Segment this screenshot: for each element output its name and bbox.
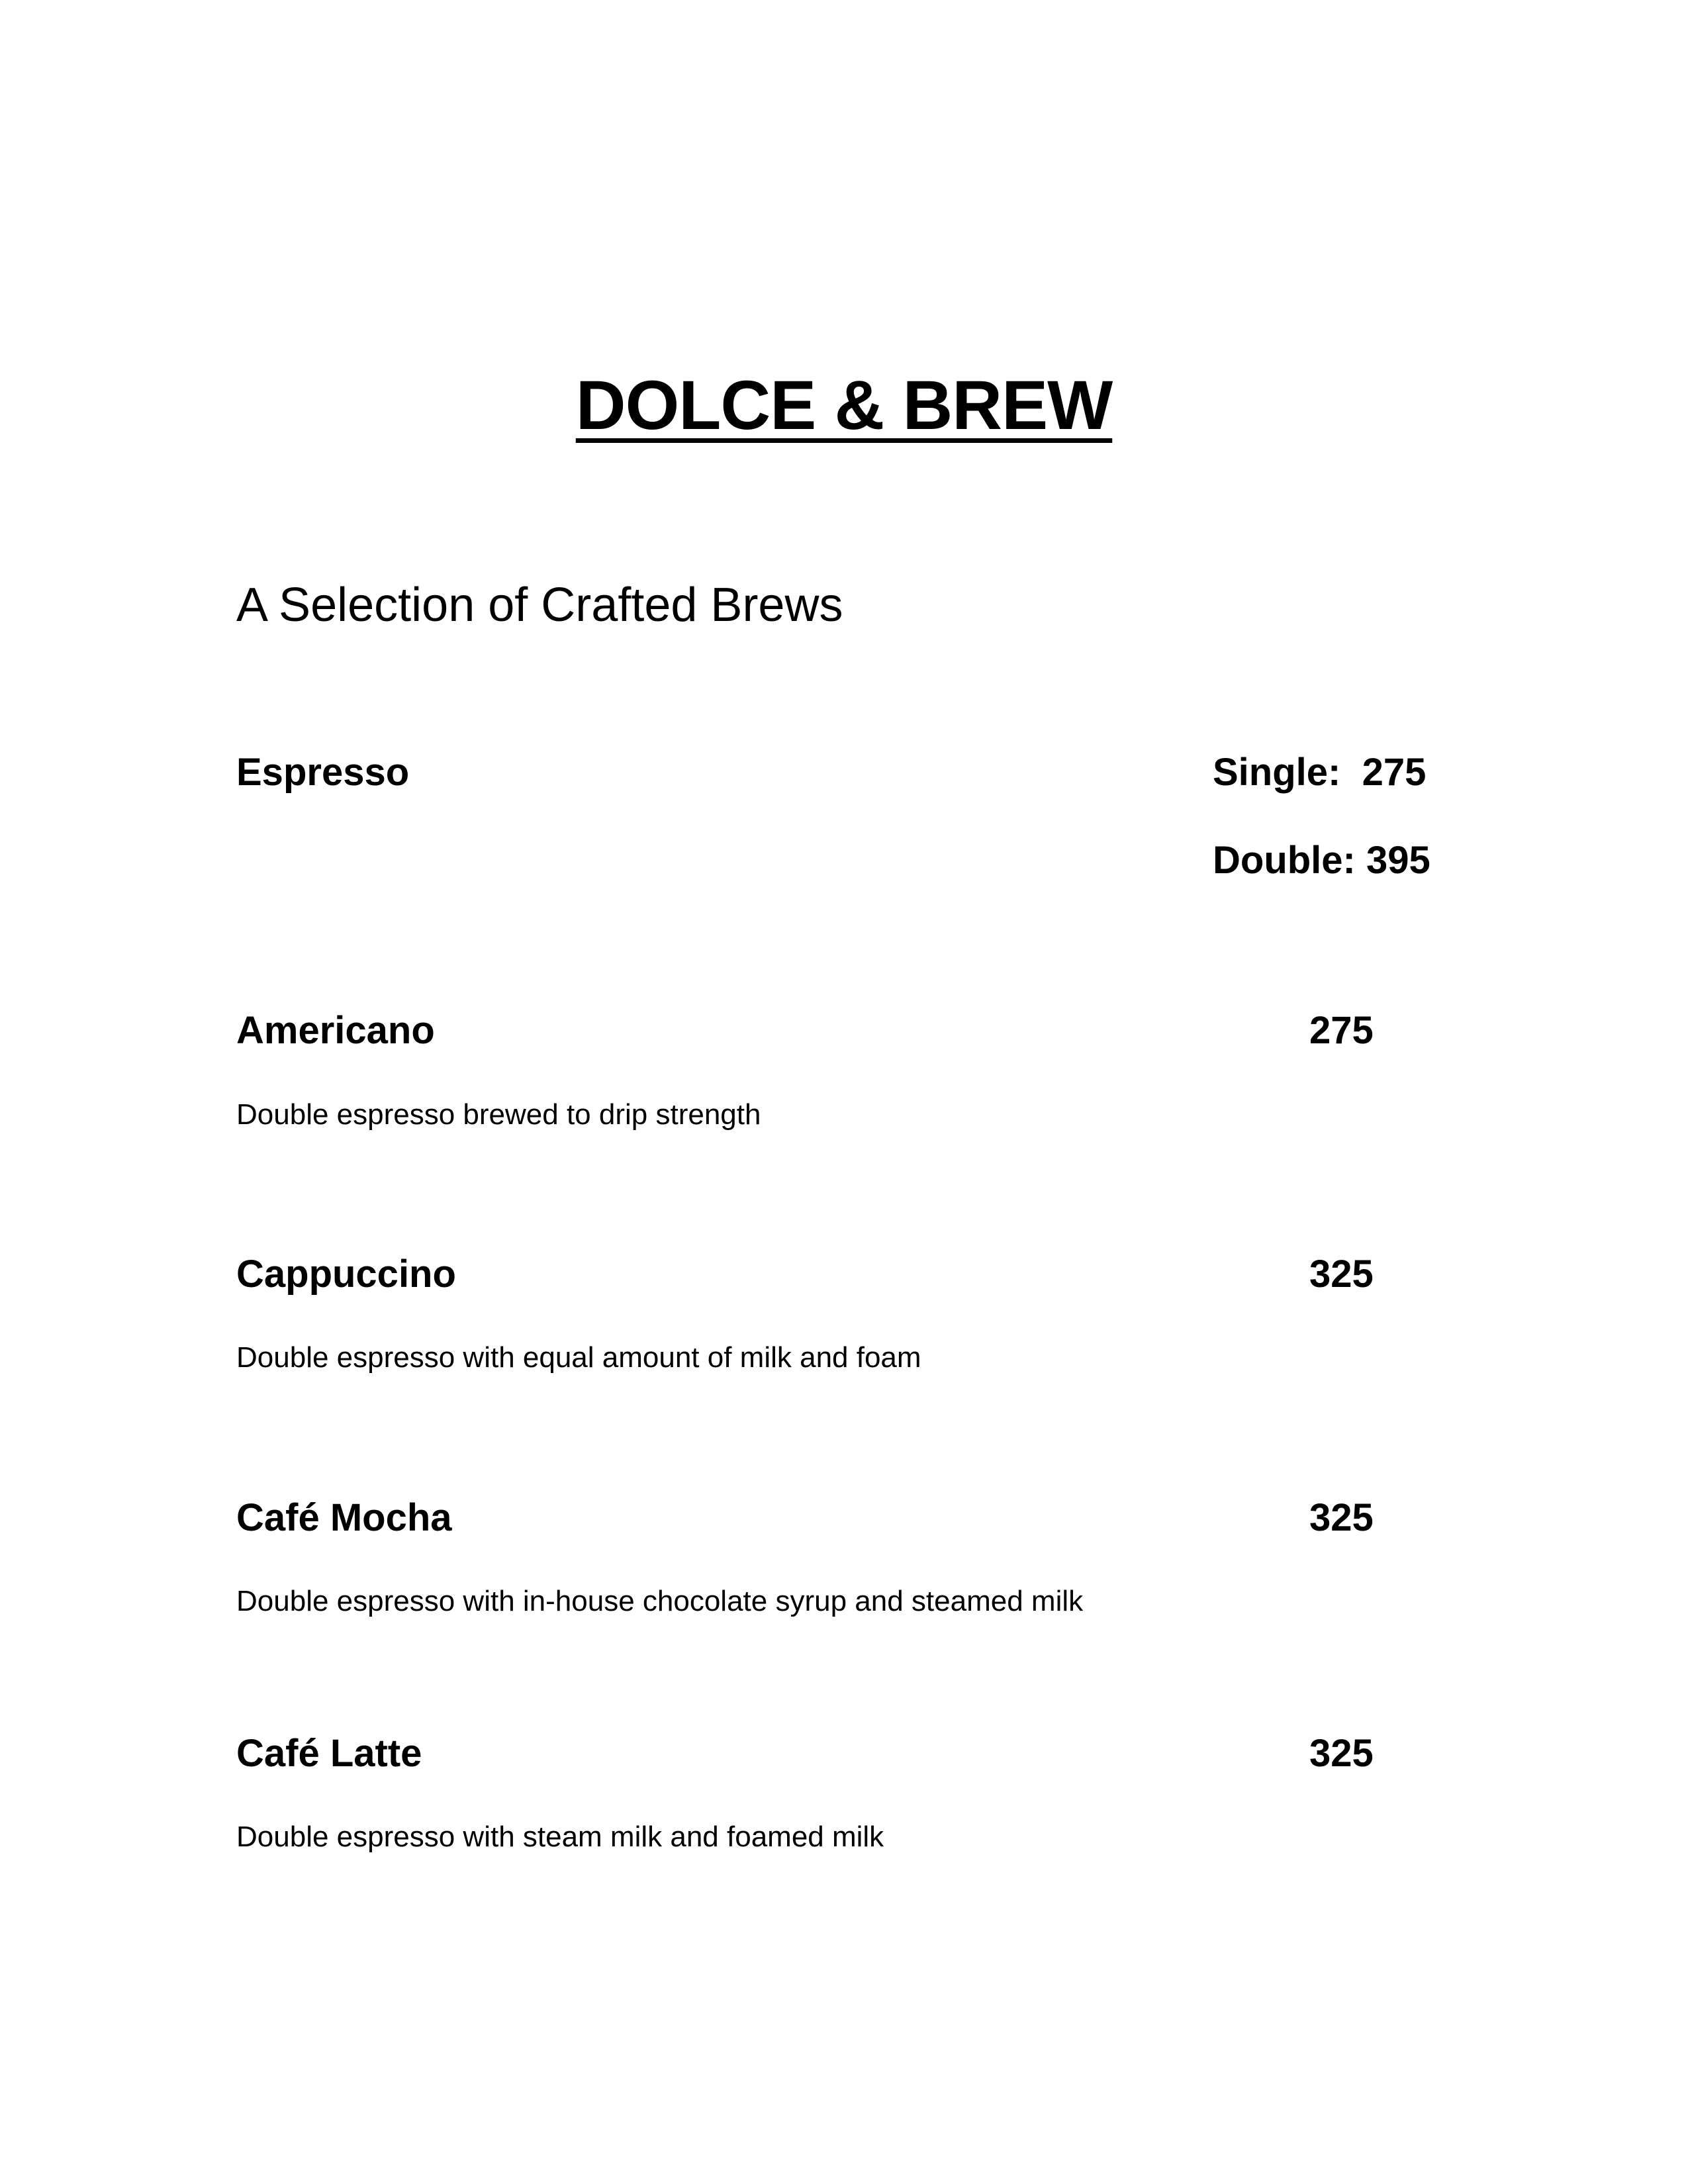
item-name-cafe-mocha: Café Mocha bbox=[236, 1496, 452, 1539]
price-espresso-single: Single: 275 bbox=[1213, 751, 1427, 794]
item-name-cafe-latte: Café Latte bbox=[236, 1732, 422, 1775]
menu-title bbox=[0, 367, 1688, 444]
price-americano: 275 bbox=[1309, 1009, 1374, 1052]
menu-subtitle: A Selection of Crafted Brews bbox=[236, 579, 843, 632]
price-cafe-mocha: 325 bbox=[1309, 1496, 1374, 1539]
item-description-cafe-latte: Double espresso with steam milk and foamed milk bbox=[236, 1821, 884, 1853]
item-description-cafe-mocha: Double espresso with in-house chocolate syrup and steamed milk bbox=[236, 1585, 1084, 1617]
item-description-cappuccino: Double espresso with equal amount of milk and foam bbox=[236, 1341, 921, 1374]
item-name-americano: Americano bbox=[236, 1009, 435, 1052]
item-description-americano: Double espresso brewed to drip strength bbox=[236, 1098, 761, 1131]
price-cappuccino: 325 bbox=[1309, 1253, 1374, 1296]
item-name-cappuccino: Cappuccino bbox=[236, 1253, 456, 1296]
menu-title-text: DOLCE & BREW bbox=[575, 367, 1113, 444]
price-cafe-latte: 325 bbox=[1309, 1732, 1374, 1775]
price-espresso-double: Double: 395 bbox=[1213, 839, 1430, 882]
item-name-espresso: Espresso bbox=[236, 751, 410, 794]
